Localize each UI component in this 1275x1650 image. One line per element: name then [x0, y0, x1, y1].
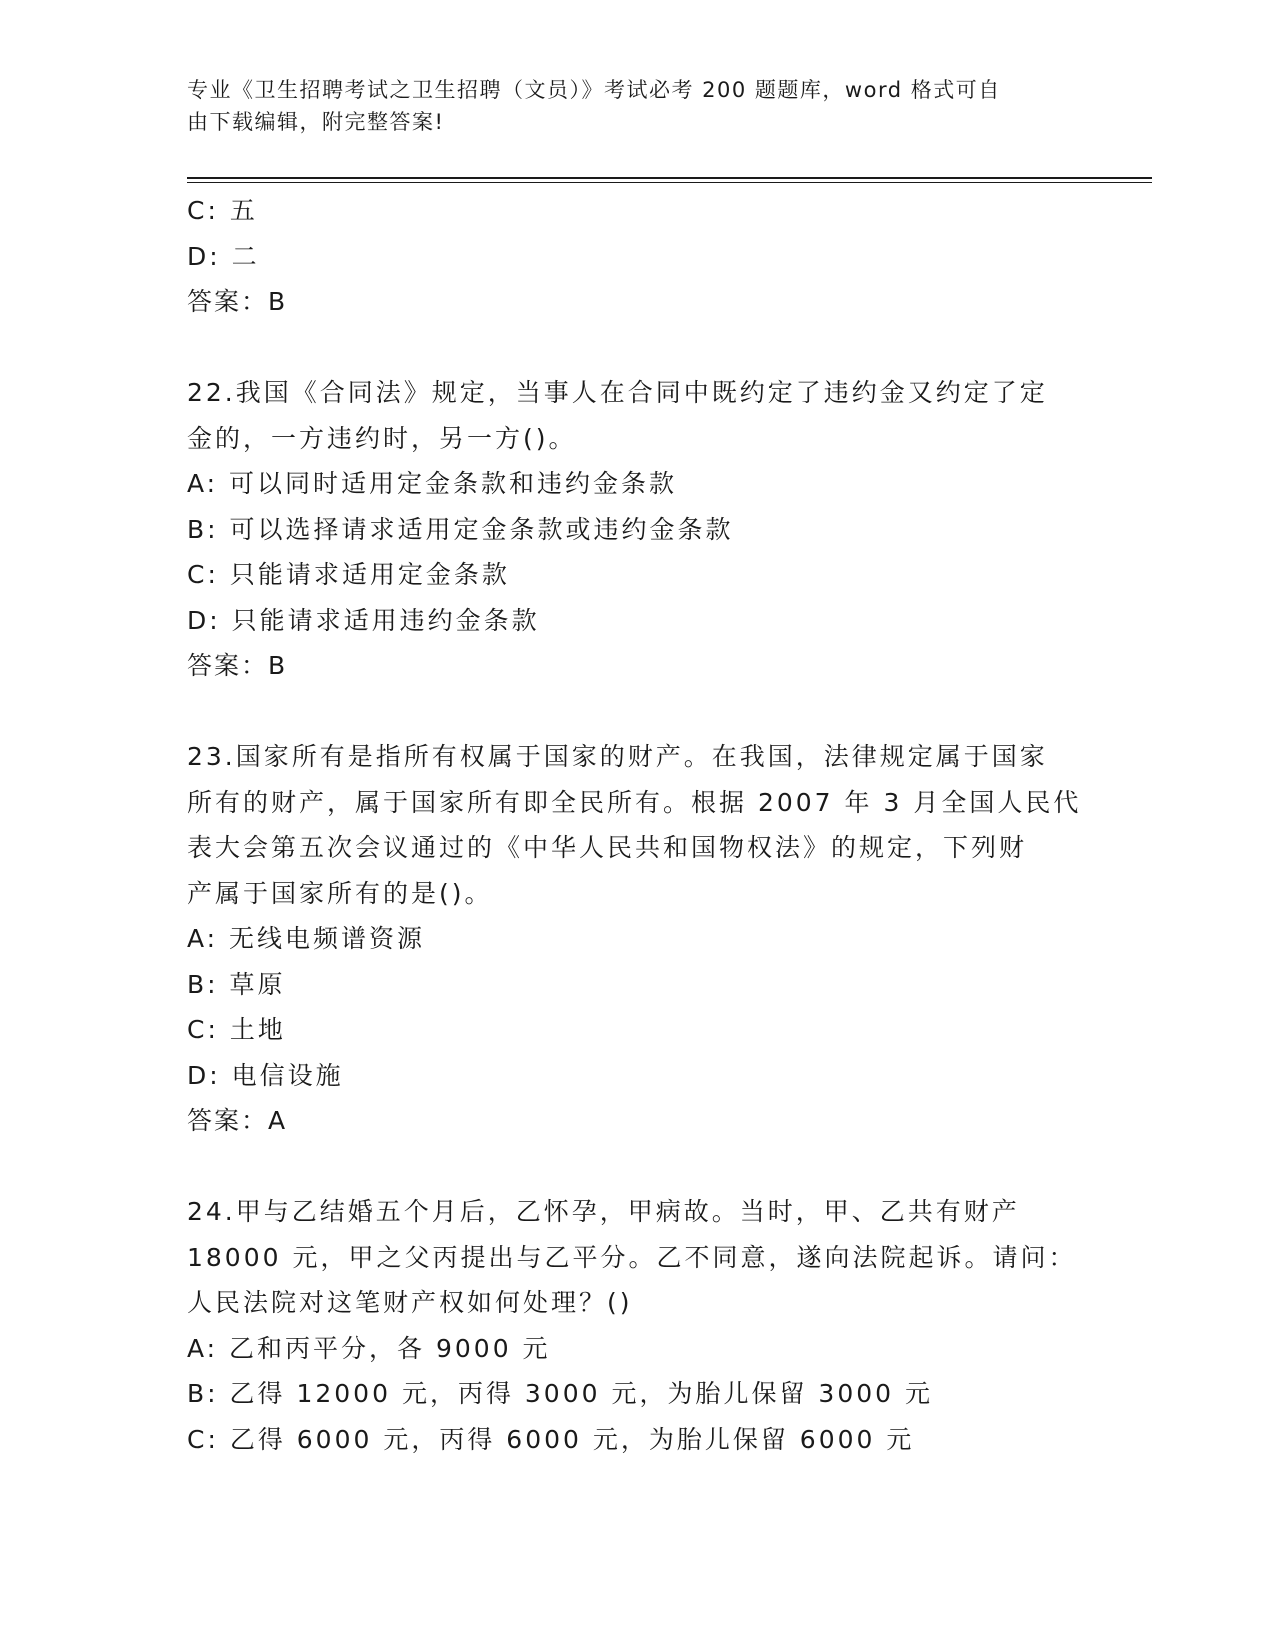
page-header: [187, 74, 1067, 138]
spacer: [187, 325, 1087, 371]
option-a: A: 无线电频谱资源: [187, 924, 426, 953]
previous-question-tail: [187, 188, 1087, 325]
spacer: [187, 689, 1087, 735]
question-24: [187, 1189, 1087, 1462]
question-text-line: 22.我国《合同法》规定，当事人在合同中既约定了违约金又约定了定: [187, 378, 1048, 407]
header-line-2: 由下载编辑，附完整答案!: [187, 110, 445, 134]
option-a: A: 可以同时适用定金条款和违约金条款: [187, 469, 678, 498]
answer-line: 答案：B: [187, 287, 288, 316]
question-text-line: 产属于国家所有的是()。: [187, 878, 493, 908]
option-d: D: 电信设施: [187, 1060, 344, 1090]
option-c: C: 只能请求适用定金条款: [187, 560, 510, 589]
header-divider-thick: [187, 177, 1152, 179]
question-text-line: 24.甲与乙结婚五个月后，乙怀孕，甲病故。当时，甲、乙共有财产: [187, 1197, 1020, 1226]
option-b: B: 可以选择请求适用定金条款或违约金条款: [187, 514, 734, 544]
answer-line: 答案：B: [187, 651, 288, 680]
question-23: [187, 734, 1087, 1144]
question-text-line: 人民法院对这笔财产权如何处理？(): [187, 1288, 633, 1317]
header-line-1: 专业《卫生招聘考试之卫生招聘（文员）》考试必考 200 题题库，word 格式可自: [187, 78, 1001, 102]
question-text-line: 表大会第五次会议通过的《中华人民共和国物权法》的规定，下列财: [187, 833, 1028, 862]
question-22: [187, 370, 1087, 689]
header-divider-thin: [187, 182, 1152, 183]
option-c: C: 乙得 6000 元，丙得 6000 元，为胎儿保留 6000 元: [187, 1424, 915, 1454]
option-a: A: 乙和丙平分，各 9000 元: [187, 1333, 551, 1363]
option-b: B: 乙得 12000 元，丙得 3000 元，为胎儿保留 3000 元: [187, 1379, 933, 1408]
question-text-line: 所有的财产，属于国家所有即全民所有。根据 2007 年 3 月全国人民代: [187, 787, 1082, 817]
question-text-line: 18000 元，甲之父丙提出与乙平分。乙不同意，遂向法院起诉。请问：: [187, 1242, 1077, 1272]
question-content: [187, 188, 1087, 1462]
spacer: [187, 1144, 1087, 1190]
question-text-line: 金的，一方违约时，另一方()。: [187, 423, 577, 453]
option-c: C: 五: [187, 196, 258, 225]
option-b: B: 草原: [187, 969, 286, 999]
option-c: C: 土地: [187, 1015, 286, 1044]
option-d: D: 只能请求适用违约金条款: [187, 605, 540, 635]
option-d: D: 二: [187, 241, 260, 271]
question-text-line: 23.国家所有是指所有权属于国家的财产。在我国，法律规定属于国家: [187, 742, 1048, 771]
answer-line: 答案：A: [187, 1106, 288, 1135]
